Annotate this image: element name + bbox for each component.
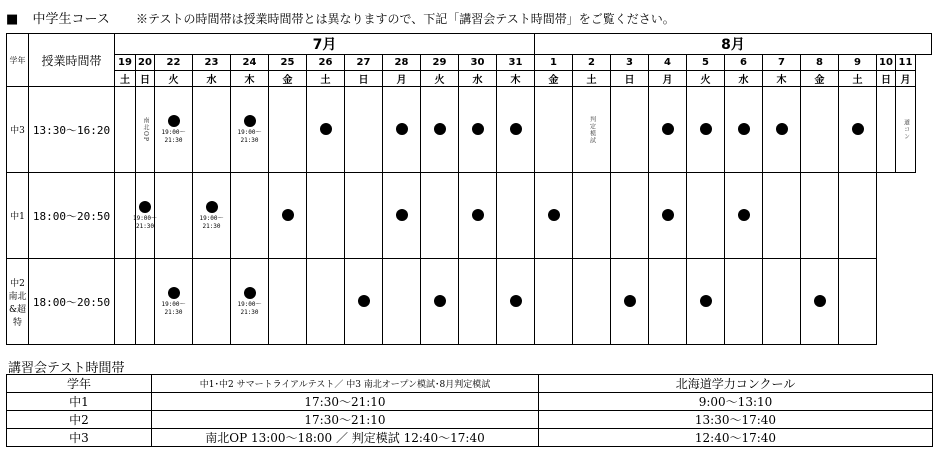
schedule-cell [649, 87, 687, 173]
schedule-cell [763, 259, 801, 345]
vertical-note: 南北OP [142, 117, 149, 142]
schedule-cell [345, 173, 383, 259]
schedule-cell [231, 173, 269, 259]
day-number: 26 [307, 55, 345, 71]
day-number: 10 [877, 55, 896, 71]
day-number: 20 [136, 55, 155, 71]
test-grade: 中2 [7, 411, 152, 429]
special-time: 19:00〜21:30 [161, 300, 186, 316]
class-dot [662, 209, 674, 221]
weekday: 月 [896, 71, 916, 87]
class-dot [244, 115, 256, 127]
class-dot [814, 295, 826, 307]
class-dot [472, 209, 484, 221]
special-time: 19:00〜21:30 [237, 128, 262, 144]
weekday: 金 [801, 71, 839, 87]
schedule-table [6, 33, 932, 345]
weekday: 日 [877, 71, 896, 87]
schedule-cell [231, 87, 269, 173]
schedule-cell [649, 259, 687, 345]
test-row [7, 429, 933, 447]
day-number: 19 [115, 55, 136, 71]
schedule-cell [573, 259, 611, 345]
schedule-cell [193, 173, 231, 259]
schedule-cell [611, 173, 649, 259]
schedule-cell [383, 173, 421, 259]
class-dot [700, 295, 712, 307]
vertical-note: 道コン [902, 119, 910, 140]
schedule-cell [136, 259, 155, 345]
test-time-1: 南北OP 13:00〜18:00 ／ 判定模試 12:40〜17:40 [152, 429, 539, 447]
schedule-cell [839, 173, 877, 259]
grade-header: 学年 [7, 34, 29, 87]
class-dot [548, 209, 560, 221]
weekday: 土 [115, 71, 136, 87]
test-time-note: ※テストの時間帯は授業時間帯とは異なりますので、下記「講習会テスト時間帯」をご覧ください。 [135, 12, 675, 26]
weekday: 月 [383, 71, 421, 87]
schedule-cell [763, 173, 801, 259]
schedule-cell [573, 87, 611, 173]
class-dot [244, 287, 256, 299]
weekday: 水 [459, 71, 497, 87]
schedule-cell [231, 259, 269, 345]
class-dot [320, 123, 332, 135]
schedule-cell [611, 259, 649, 345]
special-time: 19:00〜21:30 [161, 128, 186, 144]
class-dot [662, 123, 674, 135]
day-number: 31 [497, 55, 535, 71]
test-time-1: 17:30〜21:10 [152, 411, 539, 429]
day-number: 29 [421, 55, 459, 71]
page-title [6, 8, 675, 27]
weekday: 水 [193, 71, 231, 87]
schedule-cell [155, 173, 193, 259]
vertical-note: 判定模試 [588, 115, 596, 144]
row-grade: 中2 南北&超特 [7, 259, 29, 345]
schedule-cell [155, 87, 193, 173]
day-number: 6 [725, 55, 763, 71]
schedule-cell [687, 87, 725, 173]
row-period: 18:00〜20:50 [29, 173, 115, 259]
weekday: 火 [155, 71, 193, 87]
test-grade: 中1 [7, 393, 152, 411]
day-number: 30 [459, 55, 497, 71]
class-dot [168, 115, 180, 127]
weekday: 木 [497, 71, 535, 87]
schedule-cell [383, 87, 421, 173]
schedule-cell [193, 259, 231, 345]
day-number: 25 [269, 55, 307, 71]
schedule-cell [193, 87, 231, 173]
test-row [7, 411, 933, 429]
class-dot [168, 287, 180, 299]
day-number: 2 [573, 55, 611, 71]
schedule-cell [269, 259, 307, 345]
day-number: 9 [839, 55, 877, 71]
schedule-cell [801, 87, 839, 173]
class-dot [282, 209, 294, 221]
weekday: 土 [839, 71, 877, 87]
test-time-2: 12:40〜17:40 [539, 429, 933, 447]
schedule-cell [421, 87, 459, 173]
row-grade: 中3 [7, 87, 29, 173]
test-row [7, 393, 933, 411]
class-dot [206, 201, 218, 213]
weekday: 金 [535, 71, 573, 87]
day-number: 1 [535, 55, 573, 71]
class-dot [358, 295, 370, 307]
weekday: 日 [136, 71, 155, 87]
weekday: 土 [573, 71, 611, 87]
weekday: 火 [687, 71, 725, 87]
title-bullet: ■ [6, 12, 19, 27]
class-dot [700, 123, 712, 135]
schedule-cell [383, 259, 421, 345]
row-period: 13:30〜16:20 [29, 87, 115, 173]
schedule-cell [725, 259, 763, 345]
schedule-cell [877, 87, 896, 173]
schedule-cell [421, 259, 459, 345]
schedule-cell [136, 87, 155, 173]
weekday: 日 [611, 71, 649, 87]
class-dot [510, 123, 522, 135]
weekday: 金 [269, 71, 307, 87]
month-header: 7月 [115, 34, 535, 55]
schedule-cell [839, 259, 877, 345]
period-header: 授業時間帯 [29, 34, 115, 87]
special-time: 19:00〜21:30 [237, 300, 262, 316]
schedule-cell [497, 87, 535, 173]
schedule-row [7, 87, 932, 173]
day-number: 11 [896, 55, 916, 71]
row-period: 18:00〜20:50 [29, 259, 115, 345]
schedule-cell [497, 173, 535, 259]
weekday: 月 [649, 71, 687, 87]
class-dot [738, 123, 750, 135]
test-col1-header: 中1･中2 サマートライアルテスト／ 中3 南北オープン模試･8月判定模試 [152, 375, 539, 393]
test-grade: 中3 [7, 429, 152, 447]
day-number: 7 [763, 55, 801, 71]
course-name: 中学生コース [32, 12, 110, 27]
test-grade-header: 学年 [7, 375, 152, 393]
schedule-cell [535, 259, 573, 345]
test-time-1: 17:30〜21:10 [152, 393, 539, 411]
day-number: 24 [231, 55, 269, 71]
month-header: 8月 [535, 34, 932, 55]
special-time: 19:00〜21:30 [199, 214, 224, 230]
schedule-cell [611, 87, 649, 173]
day-number: 5 [687, 55, 725, 71]
class-dot [738, 209, 750, 221]
test-time-2: 9:00〜13:10 [539, 393, 933, 411]
class-dot [852, 123, 864, 135]
weekday: 土 [307, 71, 345, 87]
weekday: 木 [763, 71, 801, 87]
schedule-cell [497, 259, 535, 345]
test-schedule-title: 講習会テスト時間帯 [8, 361, 125, 376]
test-time-2: 13:30〜17:40 [539, 411, 933, 429]
schedule-cell [801, 259, 839, 345]
schedule-cell [155, 259, 193, 345]
schedule-cell [459, 259, 497, 345]
schedule-cell [345, 87, 383, 173]
schedule-cell [421, 173, 459, 259]
schedule-cell [132, 173, 158, 259]
class-dot [396, 123, 408, 135]
weekday: 木 [231, 71, 269, 87]
schedule-cell [307, 173, 345, 259]
special-time: 19:00〜21:30 [132, 214, 158, 230]
schedule-row [7, 259, 932, 345]
schedule-cell [535, 173, 573, 259]
schedule-cell [115, 87, 136, 173]
schedule-cell [115, 259, 136, 345]
day-number: 22 [155, 55, 193, 71]
day-number: 23 [193, 55, 231, 71]
test-col2-header: 北海道学力コンクール [539, 375, 933, 393]
schedule-cell [801, 173, 839, 259]
schedule-cell [307, 259, 345, 345]
schedule-cell [725, 173, 763, 259]
day-number: 28 [383, 55, 421, 71]
class-dot [139, 201, 151, 213]
schedule-cell [649, 173, 687, 259]
row-grade: 中1 [7, 173, 29, 259]
class-dot [434, 123, 446, 135]
class-dot [396, 209, 408, 221]
day-number: 8 [801, 55, 839, 71]
schedule-cell [687, 173, 725, 259]
schedule-cell [459, 87, 497, 173]
schedule-cell [307, 87, 345, 173]
schedule-cell [535, 87, 573, 173]
schedule-cell [269, 87, 307, 173]
schedule-cell [763, 87, 801, 173]
schedule-cell [725, 87, 763, 173]
day-number: 3 [611, 55, 649, 71]
test-time-table [6, 374, 933, 447]
class-dot [434, 295, 446, 307]
test-header-row [7, 375, 933, 393]
day-number: 27 [345, 55, 383, 71]
schedule-cell [459, 173, 497, 259]
class-dot [624, 295, 636, 307]
schedule-cell [839, 87, 877, 173]
day-number: 4 [649, 55, 687, 71]
class-dot [776, 123, 788, 135]
class-dot [510, 295, 522, 307]
schedule-row [7, 173, 932, 259]
schedule-cell [269, 173, 307, 259]
weekday: 日 [345, 71, 383, 87]
schedule-cell [687, 259, 725, 345]
class-dot [472, 123, 484, 135]
weekday: 水 [725, 71, 763, 87]
schedule-cell [573, 173, 611, 259]
schedule-cell [345, 259, 383, 345]
weekday: 火 [421, 71, 459, 87]
schedule-cell [896, 87, 916, 173]
